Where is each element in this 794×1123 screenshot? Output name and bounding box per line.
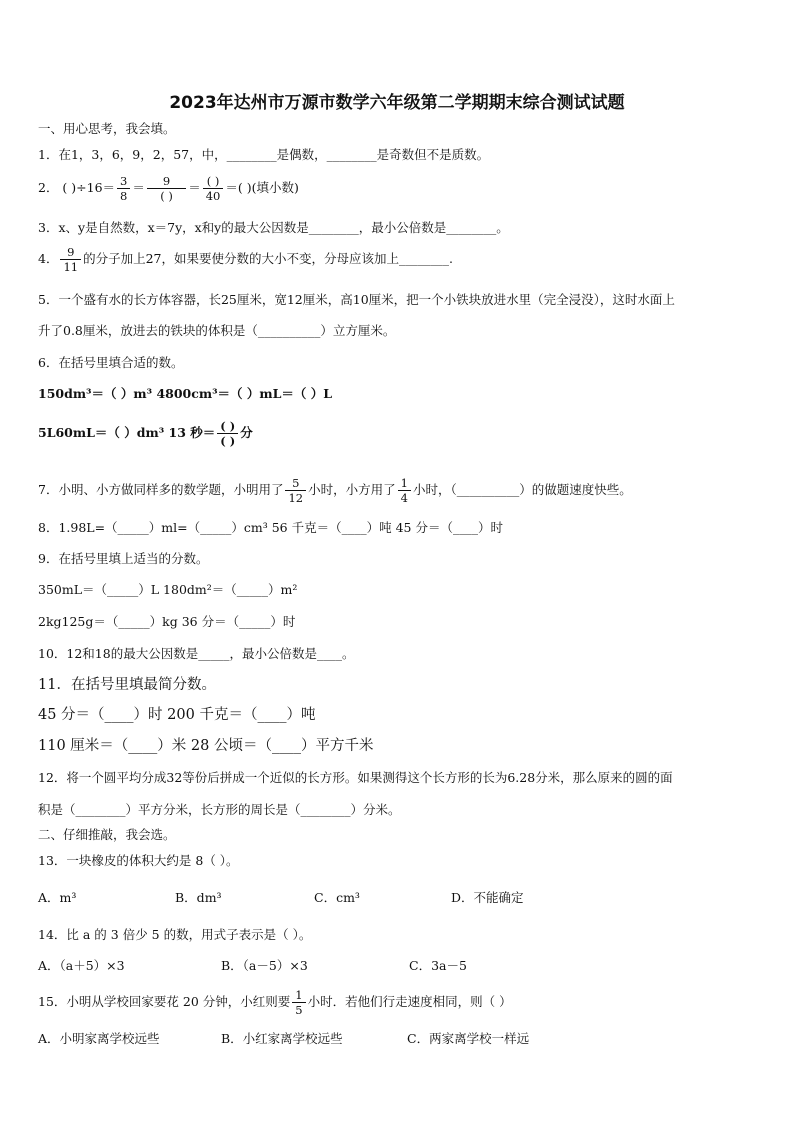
q14-option-b: B．（a－5）×3 xyxy=(221,958,308,973)
question-15-options xyxy=(38,1030,529,1048)
q2-fraction-3: $\frac{( )}{40}$ xyxy=(203,174,224,203)
q13-option-d: D．不能确定 xyxy=(451,890,524,905)
question-13: 13．一块橡皮的体积大约是 8（ ）。 xyxy=(38,853,239,868)
question-1: 1．在1，3，6，9，2，57，中，________是偶数，________是奇数但不是质数。 xyxy=(38,147,490,162)
page-title: 2023年达州市万源市数学六年级第二学期期末综合测试试题 xyxy=(169,93,625,113)
q15-fraction: $\frac{1}{5}$ xyxy=(292,988,305,1017)
question-9a: 350mL＝（_____）L 180dm²＝（_____）m² xyxy=(38,582,298,597)
q13-option-a: A．m³ xyxy=(38,890,77,905)
question-14-options xyxy=(38,957,467,975)
q7-fraction-1: $\frac{5}{12}$ xyxy=(285,476,306,505)
q2-text-tail: ＝( )(填小数) xyxy=(225,180,299,195)
question-11b: 110 厘米＝（____）米 28 公顷＝（____）平方千米 xyxy=(38,738,374,754)
question-8: 8．1.98L=（_____）ml=（_____）cm³ 56 千克＝（____）吨 45 分＝（____）时 xyxy=(38,520,503,535)
section-heading-1: 一、用心思考，我会填。 xyxy=(38,121,176,136)
question-10: 10．12和18的最大公因数是_____，最小公倍数是____。 xyxy=(38,646,355,661)
question-12-line-2: 积是（________）平方分米，长方形的周长是（________）分米。 xyxy=(38,802,401,817)
section-heading-2: 二、仔细推敲，我会选。 xyxy=(38,827,176,842)
q7-fraction-2: $\frac{1}{4}$ xyxy=(398,476,411,505)
q13-option-c: C．cm³ xyxy=(314,890,360,905)
q15-option-c: C．两家离学校一样远 xyxy=(407,1031,530,1046)
question-5-line-1: 5．一个盛有水的长方体容器，长25厘米，宽12厘米，高10厘米，把一个小铁块放进水里（完全浸没），这时水面上 xyxy=(38,292,675,307)
q2-fraction-1: $\frac{3}{8}$ xyxy=(117,174,130,203)
question-5-line-2: 升了0.8厘米，放进去的铁块的体积是（__________）立方厘米。 xyxy=(38,323,396,338)
question-12-line-1: 12．将一个圆平均分成32等份后拼成一个近似的长方形。如果测得这个长方形的长为6.28分米，那么原来的圆的面 xyxy=(38,770,673,785)
q13-option-b: B．dm³ xyxy=(175,890,222,905)
q4-fraction: $\frac{9}{11}$ xyxy=(60,245,81,274)
question-15: 15．小明从学校回家要花 20 分钟，小红则要 $\frac{1}{5}$ 小时．若他们行走速度相同，则（ ） xyxy=(38,988,512,1017)
question-4: 4． $\frac{9}{11}$ 的分子加上27，如果要使分数的大小不变，分母应该加上________. xyxy=(38,245,453,274)
q2-text-a: 2． ( )÷16＝ xyxy=(38,180,116,195)
question-11: 11．在括号里填最简分数。 xyxy=(38,677,216,693)
q15-option-a: A．小明家离学校远些 xyxy=(38,1031,160,1046)
q14-option-c: C．3a－5 xyxy=(409,958,467,973)
question-6: 6．在括号里填合适的数。 xyxy=(38,355,184,370)
question-9: 9．在括号里填上适当的分数。 xyxy=(38,551,209,566)
question-6a: 150dm³＝（ ）m³ 4800cm³＝（ ）mL＝（ ）L xyxy=(38,386,333,401)
question-9b: 2kg125g＝（_____）kg 36 分＝（_____）时 xyxy=(38,614,296,629)
question-6b: 5L60mL＝（ ）dm³ 13 秒＝ $\frac{( )}{( )}$ 分 xyxy=(38,419,253,448)
question-14: 14．比 a 的 3 倍少 5 的数，用式子表示是（ ）。 xyxy=(38,927,312,942)
question-13-options xyxy=(38,889,524,907)
q2-fraction-2: $\frac{9}{( )}$ xyxy=(147,174,186,203)
question-11a: 45 分＝（____）时 200 千克＝（____）吨 xyxy=(38,707,316,723)
question-3: 3．x、y是自然数，x＝7y，x和y的最大公因数是________，最小公倍数是________。 xyxy=(38,220,509,235)
q15-option-b: B．小红家离学校远些 xyxy=(221,1031,343,1046)
question-7: 7．小明、小方做同样多的数学题，小明用了 $\frac{5}{12}$ 小时，小方用了 $\frac{1}{4}$ 小时，（__________）的做题速度快些。 xyxy=(38,476,632,505)
question-2: 2． ( )÷16＝ $\frac{3}{8}$ ＝ $\frac{9}{( )}$ ＝ $\frac{( )}{40}$ ＝( )(填小数) xyxy=(38,174,299,203)
q14-option-a: A．（a＋5）×3 xyxy=(38,958,125,973)
q6b-fraction: $\frac{( )}{( )}$ xyxy=(217,419,238,448)
